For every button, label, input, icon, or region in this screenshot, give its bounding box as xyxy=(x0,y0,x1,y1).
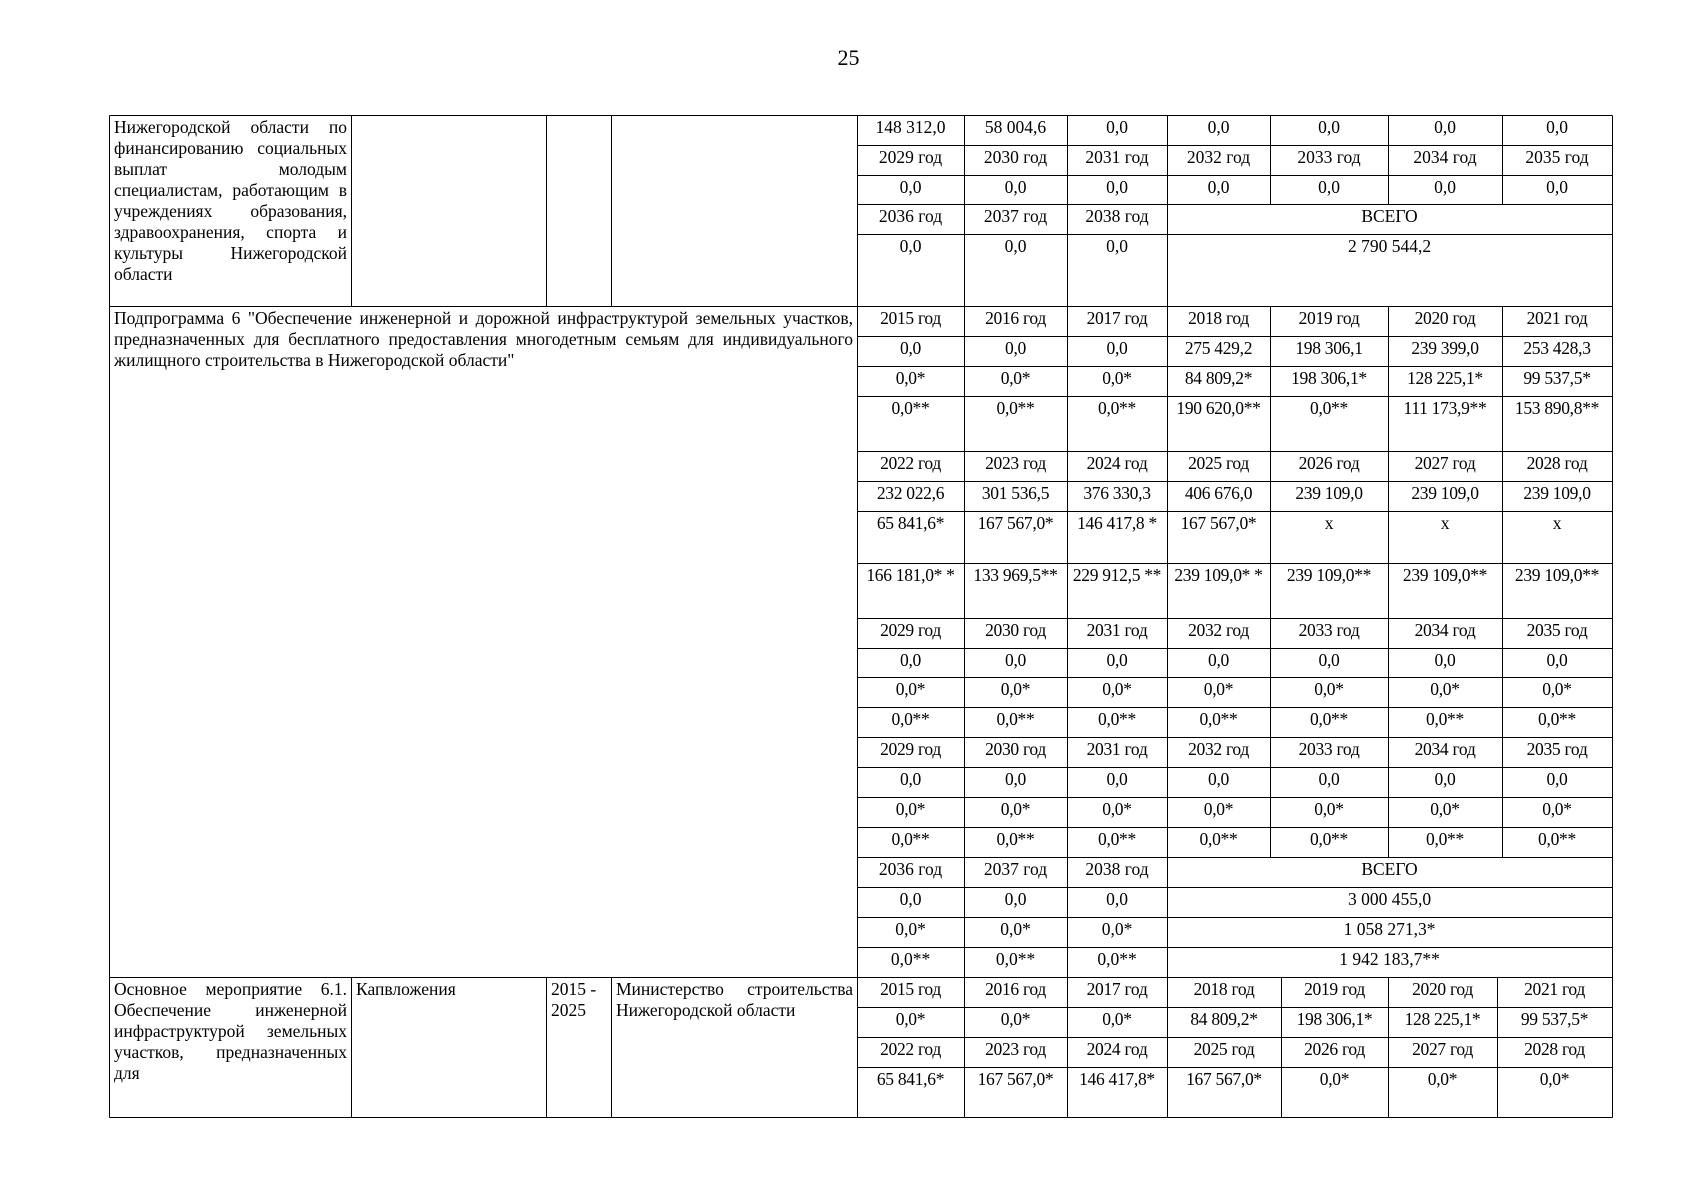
table-cell: 239 399,0 xyxy=(1411,338,1479,358)
table-cell: 198 306,1 xyxy=(1295,338,1363,358)
table-cell: 0,0* xyxy=(1101,919,1133,939)
table-cell: 253 428,3 xyxy=(1523,338,1591,358)
year-header: 2026 год xyxy=(1304,1039,1365,1059)
table-cell: 0,0 xyxy=(1004,177,1027,197)
year-header: 2033 год xyxy=(1298,739,1360,759)
table-cell: 0,0* xyxy=(1542,799,1572,819)
year-header: 2038 год xyxy=(1085,206,1149,226)
year-header: 2030 год xyxy=(983,147,1048,167)
table-cell: 0,0* xyxy=(895,799,926,819)
table-cell: 0,0 xyxy=(1106,889,1128,909)
year-header: 2015 год xyxy=(880,308,941,328)
table-cell: 133 969,5** xyxy=(973,565,1058,585)
table-cell: 0,0* xyxy=(1430,799,1460,819)
total-label: ВСЕГО xyxy=(1361,859,1418,879)
table-cell: 0,0 xyxy=(1434,769,1456,789)
table-cell: 0,0 xyxy=(1434,177,1456,197)
table-cell: 0,0** xyxy=(996,829,1035,849)
year-header: 2024 год xyxy=(1086,453,1148,473)
total-label: ВСЕГО xyxy=(1361,206,1418,226)
table-cell: 84 809,2* xyxy=(1190,1009,1258,1029)
year-header: 2024 год xyxy=(1086,1039,1148,1059)
table-cell: 0,0 xyxy=(1106,338,1128,358)
table-cell: x xyxy=(1552,513,1562,533)
table-cell: 0,0** xyxy=(1199,709,1238,729)
table-cell: 275 429,2 xyxy=(1184,338,1253,358)
table-cell: 0,0* xyxy=(1102,679,1132,699)
table-cell: x xyxy=(1324,513,1334,533)
table-cell: 0,0* xyxy=(1102,1009,1132,1029)
table-cell: 0,0** xyxy=(1310,709,1348,729)
table-cell: 65 841,6* xyxy=(876,1069,945,1089)
year-header: 2021 год xyxy=(1524,979,1585,999)
table-cell: 190 620,0** xyxy=(1176,398,1261,418)
table-cell: 0,0 xyxy=(1318,769,1340,789)
executor: Министерство строительства Нижегородской области xyxy=(616,979,853,1020)
table-cell: 0,0* xyxy=(1000,919,1031,939)
table-cell: 166 181,0* * xyxy=(866,565,955,585)
table-cell: 0,0** xyxy=(1098,829,1136,849)
year-header: 2015 год xyxy=(880,979,941,999)
table-cell: 0,0 xyxy=(900,769,921,789)
year-header: 2034 год xyxy=(1414,620,1476,640)
year-header: 2035 год xyxy=(1526,739,1588,759)
table-cell: 0,0** xyxy=(1426,709,1464,729)
table-cell: 0,0 xyxy=(1005,650,1026,670)
table-cell: 0,0 xyxy=(1434,117,1456,137)
table-cell: 0,0* xyxy=(1314,679,1344,699)
year-header: 2029 год xyxy=(880,620,941,640)
year-header: 2034 год xyxy=(1413,147,1477,167)
table-cell: 146 417,8 * xyxy=(1077,513,1157,533)
year-header: 2026 год xyxy=(1298,453,1360,473)
table-cell: 128 225,1* xyxy=(1404,1009,1481,1029)
year-header: 2028 год xyxy=(1524,1039,1585,1059)
table-cell: 65 841,6* xyxy=(876,513,945,533)
table-cell: 148 312,0 xyxy=(875,117,946,137)
table-cell: 0,0* xyxy=(1102,368,1132,388)
year-header: 2033 год xyxy=(1297,147,1361,167)
table-cell: 229 912,5 ** xyxy=(1072,565,1162,585)
table-cell: 0,0 xyxy=(899,236,922,256)
table-cell: 0,0** xyxy=(891,829,930,849)
table-cell: 0,0* xyxy=(1203,679,1234,699)
table-cell: 0,0* xyxy=(1542,679,1572,699)
table-cell: 0,0** xyxy=(1310,829,1348,849)
year-header: 2019 год xyxy=(1304,979,1365,999)
table-cell: 0,0** xyxy=(890,949,931,969)
table-cell: 0,0* xyxy=(1203,799,1234,819)
table-cell: 146 417,8* xyxy=(1079,1069,1155,1089)
year-header: 2025 год xyxy=(1193,1039,1255,1059)
year-header: 2029 год xyxy=(878,147,943,167)
table-cell: 239 109,0 xyxy=(1523,483,1591,503)
year-header: 2017 год xyxy=(1086,979,1148,999)
year-header: 2021 год xyxy=(1526,308,1588,328)
year-header: 2025 год xyxy=(1188,453,1249,473)
table-cell: 0,0* xyxy=(895,368,926,388)
table-cell: 239 109,0** xyxy=(1286,565,1372,585)
table-cell: 0,0* xyxy=(895,679,926,699)
period: 2015 - 2025 xyxy=(551,979,597,1020)
table-cell: 0,0 xyxy=(1434,650,1456,670)
table-cell: 0,0 xyxy=(1004,889,1027,909)
total-value: 1 942 183,7** xyxy=(1339,949,1440,969)
table-cell: 232 022,6 xyxy=(876,483,945,503)
table-cell: 0,0 xyxy=(1546,650,1568,670)
table-cell: 0,0** xyxy=(1098,398,1136,418)
table-cell: 0,0** xyxy=(1097,949,1137,969)
table-cell: 0,0* xyxy=(1314,799,1344,819)
table-cell: 0,0 xyxy=(1106,117,1128,137)
table-cell: 0,0* xyxy=(1000,799,1031,819)
table-cell: 239 109,0 xyxy=(1295,483,1363,503)
year-header: 2016 год xyxy=(985,979,1046,999)
table-cell: 153 890,8** xyxy=(1514,398,1600,418)
total-value: 3 000 455,0 xyxy=(1347,889,1432,909)
year-header: 2036 год xyxy=(878,206,943,226)
table-cell: 99 537,5* xyxy=(1520,1009,1589,1029)
table-cell: 167 567,0* xyxy=(977,513,1054,533)
year-header: 2018 год xyxy=(1193,979,1255,999)
activity-description: Основное мероприятие 6.1. Обеспечение инженерной инфраструктурой земельных участков, предназначенных для xyxy=(114,979,347,1083)
table-cell: 0,0** xyxy=(1426,829,1464,849)
table-cell: 406 676,0 xyxy=(1184,483,1253,503)
table-cell: 239 109,0* * xyxy=(1174,565,1263,585)
table-cell: 0,0* xyxy=(895,919,926,939)
table-cell: 128 225,1* xyxy=(1407,368,1483,388)
table-cell: 0,0** xyxy=(891,398,930,418)
total-value: 1 058 271,3* xyxy=(1343,919,1436,939)
table-cell: 99 537,5* xyxy=(1523,368,1591,388)
year-header: 2018 год xyxy=(1188,308,1249,328)
table-cell: 0,0** xyxy=(891,709,930,729)
table-cell: 0,0* xyxy=(1000,1009,1031,1029)
table-cell: 0,0** xyxy=(1199,829,1238,849)
year-header: 2032 год xyxy=(1186,147,1251,167)
row-description: Нижегородской области по финансированию социальных выплат молодым специалистам, работающим в учреждениях образования, здравоохранения, спорта и культуры Нижегородской области xyxy=(114,117,347,284)
total-value: 2 790 544,2 xyxy=(1347,236,1432,256)
table-cell: 0,0 xyxy=(900,650,921,670)
year-header: 2027 год xyxy=(1414,453,1476,473)
table-cell: 167 567,0* xyxy=(1186,1069,1262,1089)
table-cell: 0,0* xyxy=(1000,368,1031,388)
table-cell: 198 306,1* xyxy=(1296,1009,1373,1029)
year-header: 2031 год xyxy=(1086,739,1148,759)
table-cell: 0,0* xyxy=(1430,679,1460,699)
table-cell: 0,0 xyxy=(899,889,922,909)
table-cell: 239 109,0 xyxy=(1411,483,1479,503)
table-cell: 0,0 xyxy=(1106,769,1128,789)
year-header: 2032 год xyxy=(1188,620,1249,640)
year-header: 2035 год xyxy=(1525,147,1589,167)
table-cell: 0,0 xyxy=(1208,769,1229,789)
year-header: 2016 год xyxy=(985,308,1046,328)
year-header: 2019 год xyxy=(1298,308,1360,328)
table-cell: 0,0** xyxy=(1538,709,1576,729)
table-cell: 0,0** xyxy=(996,709,1035,729)
table-cell: 0,0 xyxy=(1546,177,1568,197)
year-header: 2020 год xyxy=(1412,979,1473,999)
table-cell: 0,0** xyxy=(1538,829,1576,849)
year-header: 2031 год xyxy=(1086,620,1148,640)
table-cell: 111 173,9** xyxy=(1403,398,1487,418)
table-cell: 84 809,2* xyxy=(1184,368,1253,388)
table-cell: 0,0* xyxy=(1000,679,1031,699)
table-cell: 0,0 xyxy=(900,338,921,358)
year-header: 2037 год xyxy=(983,206,1048,226)
table-cell: x xyxy=(1440,513,1450,533)
table-cell: 0,0* xyxy=(1102,799,1132,819)
funding-type: Капвложения xyxy=(356,979,456,999)
table-cell: 167 567,0* xyxy=(977,1069,1054,1089)
year-header: 2027 год xyxy=(1412,1039,1473,1059)
year-header: 2022 год xyxy=(880,453,941,473)
table-cell: 0,0* xyxy=(1539,1069,1570,1089)
table-cell: 0,0** xyxy=(1310,398,1348,418)
table-cell: 0,0 xyxy=(1004,236,1027,256)
year-header: 2020 год xyxy=(1414,308,1476,328)
year-header: 2031 год xyxy=(1085,147,1149,167)
table-cell: 0,0 xyxy=(1546,769,1568,789)
table-cell: 0,0 xyxy=(1005,338,1026,358)
table-cell: 0,0 xyxy=(899,177,922,197)
year-header: 2030 год xyxy=(985,739,1046,759)
year-header: 2017 год xyxy=(1086,308,1148,328)
table-cell: 198 306,1* xyxy=(1291,368,1367,388)
table-cell: 0,0 xyxy=(1318,177,1340,197)
table-cell: 167 567,0* xyxy=(1180,513,1257,533)
year-header: 2034 год xyxy=(1414,739,1476,759)
table-cell: 0,0 xyxy=(1106,650,1128,670)
table-cell: 0,0 xyxy=(1207,177,1230,197)
table-cell: 0,0 xyxy=(1318,117,1340,137)
year-header: 2030 год xyxy=(985,620,1046,640)
table-cell: 239 109,0** xyxy=(1514,565,1600,585)
table-cell: 0,0 xyxy=(1005,769,1026,789)
table-cell: 239 109,0** xyxy=(1402,565,1488,585)
table-cell: 58 004,6 xyxy=(984,117,1047,137)
year-header: 2037 год xyxy=(983,859,1048,879)
table-cell: 0,0* xyxy=(895,1009,926,1029)
year-header: 2035 год xyxy=(1526,620,1588,640)
page-number: 25 xyxy=(837,45,860,70)
table-cell: 376 330,3 xyxy=(1083,483,1151,503)
table-cell: 0,0 xyxy=(1318,650,1340,670)
table-cell: 0,0** xyxy=(1098,709,1136,729)
year-header: 2029 год xyxy=(880,739,941,759)
table-cell: 0,0 xyxy=(1207,117,1230,137)
year-header: 2022 год xyxy=(880,1039,941,1059)
table-cell: 0,0* xyxy=(1427,1069,1458,1089)
table-cell: 301 536,5 xyxy=(981,483,1050,503)
table-cell: 0,0 xyxy=(1208,650,1229,670)
year-header: 2032 год xyxy=(1188,739,1249,759)
table-cell: 0,0** xyxy=(995,949,1036,969)
table-cell: 0,0** xyxy=(996,398,1035,418)
year-header: 2033 год xyxy=(1298,620,1360,640)
table-cell: 0,0 xyxy=(1546,117,1568,137)
year-header: 2023 год xyxy=(985,453,1046,473)
table-cell: 0,0* xyxy=(1319,1069,1350,1089)
year-header: 2036 год xyxy=(878,859,943,879)
year-header: 2038 год xyxy=(1085,859,1149,879)
table-cell: 0,0 xyxy=(1106,236,1128,256)
year-header: 2028 год xyxy=(1526,453,1588,473)
year-header: 2023 год xyxy=(985,1039,1046,1059)
subprogram-title: Подпрограмма 6 "Обеспечение инженерной и дорожной инфраструктурой земельных участков, предназначенных для бесплатного предоставления многодетным семьям для индивидуального жилищного строительства в Нижегородской области" xyxy=(114,308,853,370)
table-cell: 0,0 xyxy=(1106,177,1128,197)
